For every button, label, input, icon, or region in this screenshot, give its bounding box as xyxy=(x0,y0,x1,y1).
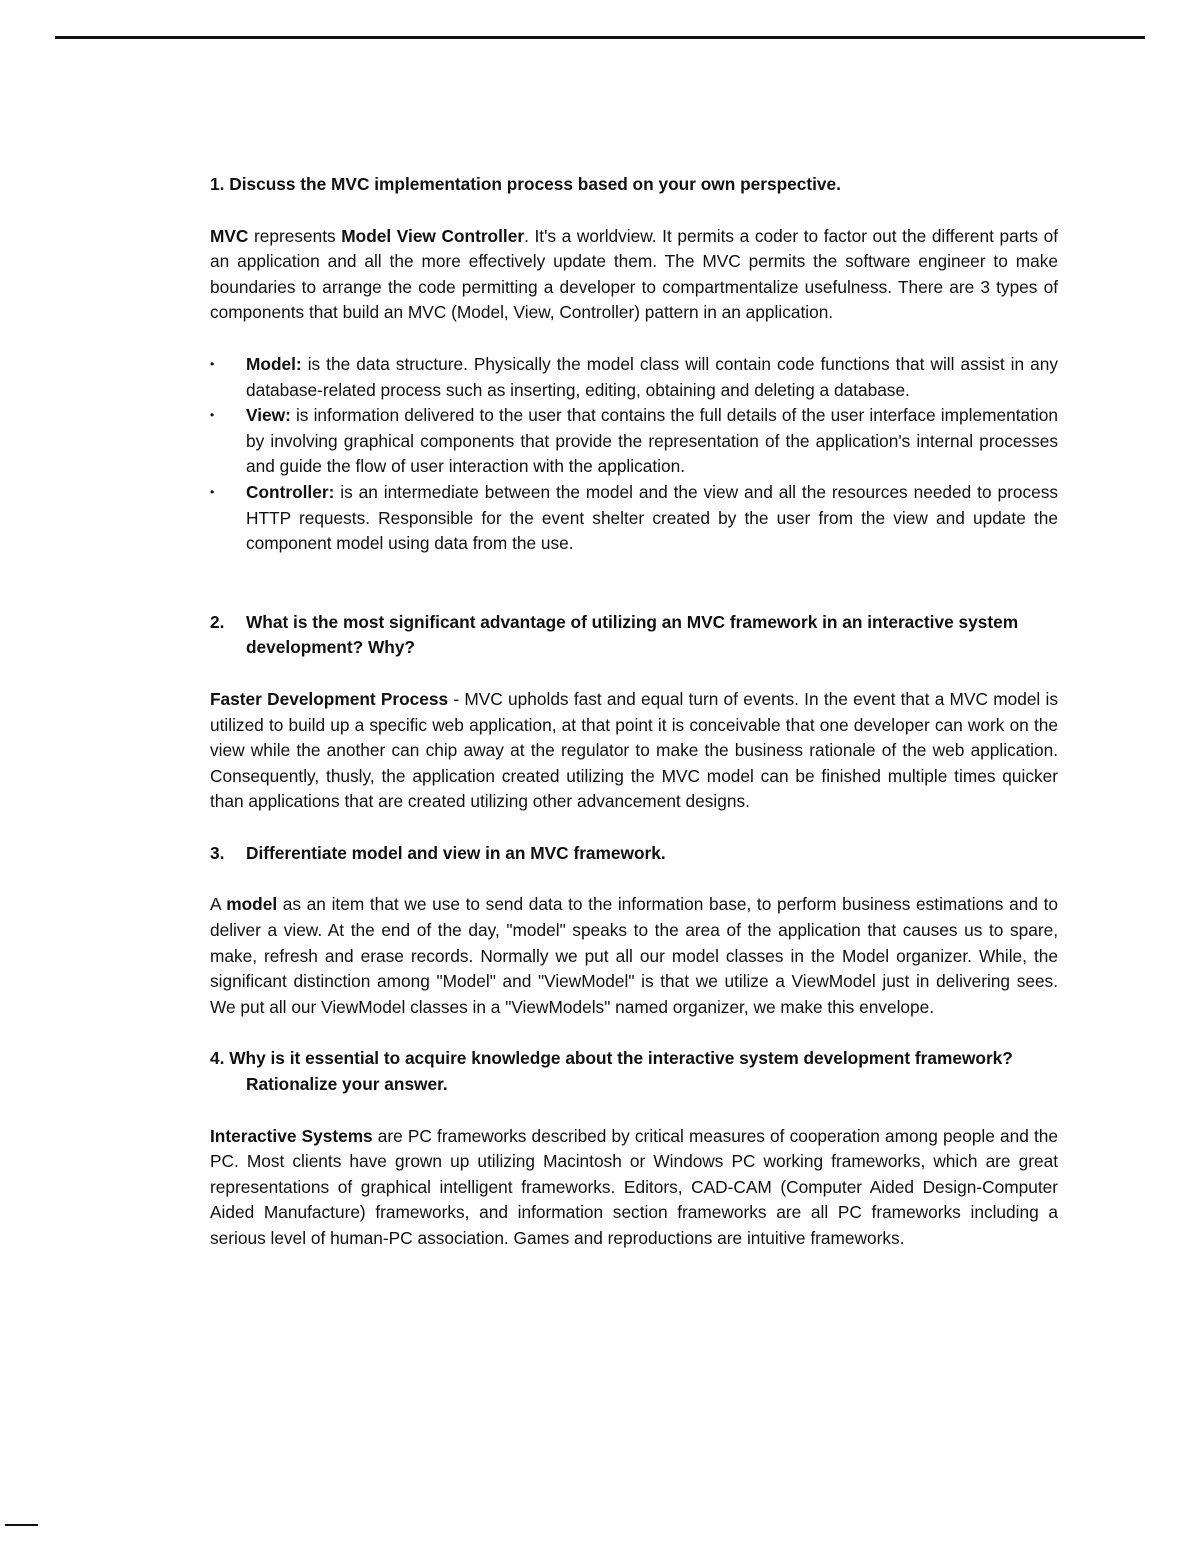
bullet-icon: • xyxy=(210,484,215,499)
footer-mark xyxy=(5,1524,38,1526)
bullet-text: is the data structure. Physically the model class will contain code functions that will assist in any database-related process such as inserting, editing, obtaining and deleting a database. xyxy=(246,353,1058,400)
bullet-icon: • xyxy=(210,408,215,423)
q4-body: are PC frameworks described by critical measures of cooperation among people and the PC. Most clients have grown up utilizing Macintosh or Windows PC working frameworks, which are great representations of graphical intelligent frameworks. Editors, CAD-CAM (Computer Aided Design-Computer Aided Manufacture) frameworks, and information section frameworks are all PC frameworks including a serious level of human-PC association. Games and reproductions are intuitive frameworks. xyxy=(210,1125,1058,1248)
list-item xyxy=(210,480,1058,557)
q2-number: 2. xyxy=(210,611,225,632)
bullet-term: Model: xyxy=(246,353,302,374)
q1-answer xyxy=(210,224,1058,326)
q1-lead-mvc: MVC xyxy=(210,225,249,246)
list-item xyxy=(210,403,1058,480)
bullet-text: is information delivered to the user that contains the full details of the user interface implementation by involving graphical components that provide the representation of the application's internal processes and guide the flow of user interaction with the application. xyxy=(246,405,1058,477)
q4-answer xyxy=(210,1124,1058,1252)
q4-lead-bold: Interactive Systems xyxy=(210,1125,373,1146)
q1-lead-text: represents xyxy=(248,225,342,246)
q3-number: 3. xyxy=(210,842,225,863)
header-rule xyxy=(55,36,1145,39)
q3-lead-text: A xyxy=(210,894,227,915)
q3-body: as an item that we use to send data to the information base, to perform business estimations and to deliver a view. At the end of the day, "model" speaks to the area of the application that causes us to spare, make, refresh and erase records. Normally we put all our model classes in the Model organizer. While, the significant distinction among "Model" and "ViewModel" is that we utilize a ViewModel just in delivering sees. We put all our ViewModel classes in a "ViewModels" named organizer, we make this envelope. xyxy=(210,894,1058,1017)
q2-body: - MVC upholds fast and equal turn of events. In the event that a MVC model is utilized to build up a specific web application, at that point it is conceivable that one developer can work on the view while the another can chip away at the regulator to make the business rationale of the web application. Consequently, thusly, the application created utilizing the MVC model can be finished multiple times quicker than applications that are created utilizing other advancement designs. xyxy=(210,688,1058,812)
q3-answer xyxy=(210,892,1058,1020)
bullet-icon: • xyxy=(210,356,215,371)
q2-lead-bold: Faster Development Process xyxy=(210,688,449,709)
q3-heading xyxy=(210,841,1058,867)
bullet-term: Controller: xyxy=(246,481,335,502)
q3-heading-text: Differentiate model and view in an MVC framework. xyxy=(246,842,666,863)
q2-heading-text: What is the most significant advantage of utilizing an MVC framework in an interactive system development? Why? xyxy=(246,611,1019,658)
bullet-term: View: xyxy=(246,405,291,426)
q1-lead-bold: Model View Controller xyxy=(341,225,525,246)
bullet-text: is an intermediate between the model and the view and all the resources needed to process HTTP requests. Responsible for the event shelter created by the user from the view and update the component model using data from the use. xyxy=(246,481,1058,554)
q1-body: . It's a worldview. It permits a coder to factor out the different parts of an application and all the more effectively update them. The MVC permits the software engineer to make boundaries to arrange the code permitting a developer to compartmentalize usefulness. There are 3 types of components that build an MVC (Model, View, Controller) pattern in an application. xyxy=(210,225,1058,323)
q2-heading xyxy=(210,610,1058,661)
list-item xyxy=(210,352,1058,403)
document-body xyxy=(210,172,1058,1252)
q1-heading: 1. Discuss the MVC implementation process based on your own perspective. xyxy=(210,174,841,194)
q4-heading: 4. Why is it essential to acquire knowledge about the interactive system development framework? Rationalize your answer. xyxy=(210,1048,1013,1095)
q1-bullet-list xyxy=(210,352,1058,557)
q2-answer xyxy=(210,687,1058,815)
q3-lead-bold: model xyxy=(226,894,278,915)
